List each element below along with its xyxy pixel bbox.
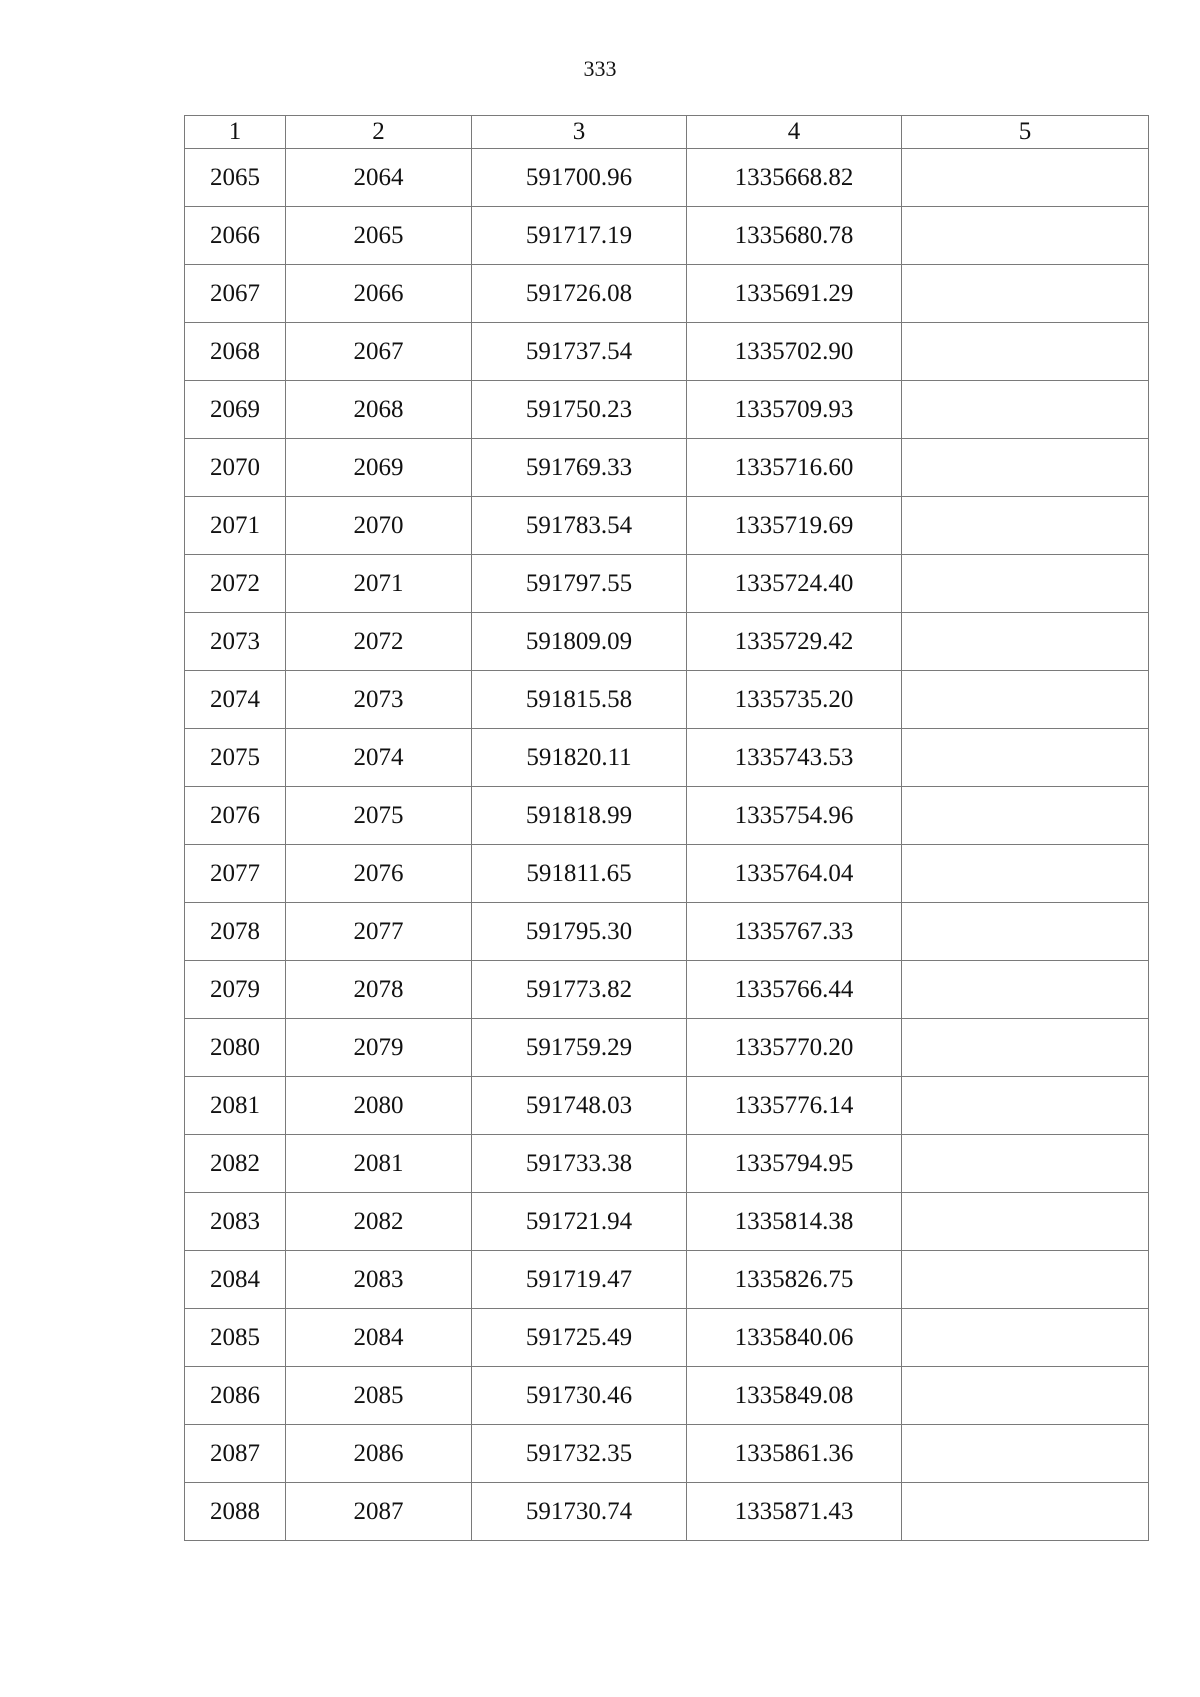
table-cell-col-2: 2086 bbox=[286, 1425, 472, 1483]
table-cell-col-2: 2079 bbox=[286, 1019, 472, 1077]
table-cell-col-1: 2068 bbox=[185, 323, 286, 381]
table-cell-col-4: 1335668.82 bbox=[687, 149, 902, 207]
table-cell-col-3: 591811.65 bbox=[472, 845, 687, 903]
table-cell-col-4: 1335767.33 bbox=[687, 903, 902, 961]
table-row bbox=[185, 381, 1149, 439]
table-cell-col-2: 2085 bbox=[286, 1367, 472, 1425]
table-cell-col-2: 2066 bbox=[286, 265, 472, 323]
table-cell-col-5 bbox=[902, 961, 1149, 1019]
table-cell-col-2: 2065 bbox=[286, 207, 472, 265]
table-cell-col-1: 2085 bbox=[185, 1309, 286, 1367]
table-row bbox=[185, 439, 1149, 497]
table-cell-col-5 bbox=[902, 207, 1149, 265]
table-row bbox=[185, 265, 1149, 323]
table-row bbox=[185, 1135, 1149, 1193]
table-cell-col-2: 2072 bbox=[286, 613, 472, 671]
table-row bbox=[185, 323, 1149, 381]
table-cell-col-5 bbox=[902, 903, 1149, 961]
table-cell-col-4: 1335680.78 bbox=[687, 207, 902, 265]
table-row bbox=[185, 671, 1149, 729]
table-cell-col-2: 2064 bbox=[286, 149, 472, 207]
table-cell-col-5 bbox=[902, 1309, 1149, 1367]
table-row bbox=[185, 1251, 1149, 1309]
table-cell-col-2: 2087 bbox=[286, 1483, 472, 1541]
table-cell-col-1: 2069 bbox=[185, 381, 286, 439]
table-cell-col-5 bbox=[902, 149, 1149, 207]
table-cell-col-1: 2078 bbox=[185, 903, 286, 961]
table-header-row bbox=[185, 116, 1149, 149]
table-cell-col-1: 2077 bbox=[185, 845, 286, 903]
table-row bbox=[185, 497, 1149, 555]
table-cell-col-3: 591750.23 bbox=[472, 381, 687, 439]
table-cell-col-2: 2071 bbox=[286, 555, 472, 613]
table-cell-col-5 bbox=[902, 613, 1149, 671]
table-cell-col-2: 2082 bbox=[286, 1193, 472, 1251]
table-row bbox=[185, 149, 1149, 207]
table-cell-col-5 bbox=[902, 265, 1149, 323]
table-cell-col-5 bbox=[902, 787, 1149, 845]
table-cell-col-1: 2067 bbox=[185, 265, 286, 323]
table-cell-col-5 bbox=[902, 497, 1149, 555]
table-cell-col-4: 1335826.75 bbox=[687, 1251, 902, 1309]
table-row bbox=[185, 961, 1149, 1019]
table-cell-col-2: 2084 bbox=[286, 1309, 472, 1367]
table-cell-col-4: 1335709.93 bbox=[687, 381, 902, 439]
table-cell-col-4: 1335729.42 bbox=[687, 613, 902, 671]
table-row bbox=[185, 903, 1149, 961]
table-cell-col-4: 1335814.38 bbox=[687, 1193, 902, 1251]
table-cell-col-3: 591726.08 bbox=[472, 265, 687, 323]
table-cell-col-3: 591795.30 bbox=[472, 903, 687, 961]
table-cell-col-3: 591748.03 bbox=[472, 1077, 687, 1135]
table-cell-col-1: 2072 bbox=[185, 555, 286, 613]
table-cell-col-1: 2074 bbox=[185, 671, 286, 729]
table-cell-col-3: 591730.46 bbox=[472, 1367, 687, 1425]
table-cell-col-2: 2070 bbox=[286, 497, 472, 555]
table-body bbox=[185, 149, 1149, 1541]
table-cell-col-1: 2071 bbox=[185, 497, 286, 555]
table-cell-col-1: 2086 bbox=[185, 1367, 286, 1425]
table-cell-col-4: 1335754.96 bbox=[687, 787, 902, 845]
table-cell-col-3: 591721.94 bbox=[472, 1193, 687, 1251]
table-cell-col-1: 2084 bbox=[185, 1251, 286, 1309]
table-cell-col-4: 1335691.29 bbox=[687, 265, 902, 323]
table-row bbox=[185, 1425, 1149, 1483]
table-cell-col-3: 591700.96 bbox=[472, 149, 687, 207]
table-cell-col-4: 1335724.40 bbox=[687, 555, 902, 613]
table-cell-col-1: 2087 bbox=[185, 1425, 286, 1483]
table-cell-col-3: 591717.19 bbox=[472, 207, 687, 265]
table-cell-col-4: 1335702.90 bbox=[687, 323, 902, 381]
column-header-5: 5 bbox=[902, 116, 1149, 149]
table-cell-col-5 bbox=[902, 1019, 1149, 1077]
table-cell-col-3: 591769.33 bbox=[472, 439, 687, 497]
table-row bbox=[185, 787, 1149, 845]
table-cell-col-4: 1335766.44 bbox=[687, 961, 902, 1019]
table-cell-col-4: 1335716.60 bbox=[687, 439, 902, 497]
table-row bbox=[185, 613, 1149, 671]
table-cell-col-4: 1335776.14 bbox=[687, 1077, 902, 1135]
table-cell-col-1: 2082 bbox=[185, 1135, 286, 1193]
table-cell-col-1: 2073 bbox=[185, 613, 286, 671]
table-cell-col-5 bbox=[902, 439, 1149, 497]
table-cell-col-2: 2083 bbox=[286, 1251, 472, 1309]
table-cell-col-2: 2069 bbox=[286, 439, 472, 497]
table-cell-col-1: 2083 bbox=[185, 1193, 286, 1251]
table-cell-col-4: 1335840.06 bbox=[687, 1309, 902, 1367]
column-header-3: 3 bbox=[472, 116, 687, 149]
table-cell-col-3: 591820.11 bbox=[472, 729, 687, 787]
table-cell-col-3: 591725.49 bbox=[472, 1309, 687, 1367]
table-cell-col-3: 591815.58 bbox=[472, 671, 687, 729]
table-row bbox=[185, 1019, 1149, 1077]
table-cell-col-5 bbox=[902, 1193, 1149, 1251]
table-cell-col-5 bbox=[902, 1483, 1149, 1541]
table-cell-col-3: 591737.54 bbox=[472, 323, 687, 381]
table-row bbox=[185, 1483, 1149, 1541]
table-cell-col-2: 2074 bbox=[286, 729, 472, 787]
table-cell-col-4: 1335849.08 bbox=[687, 1367, 902, 1425]
coordinates-table bbox=[184, 115, 1149, 1541]
table-row bbox=[185, 729, 1149, 787]
table-cell-col-2: 2078 bbox=[286, 961, 472, 1019]
table-cell-col-2: 2077 bbox=[286, 903, 472, 961]
table-cell-col-1: 2065 bbox=[185, 149, 286, 207]
table-cell-col-2: 2080 bbox=[286, 1077, 472, 1135]
table-cell-col-4: 1335794.95 bbox=[687, 1135, 902, 1193]
table-cell-col-5 bbox=[902, 1425, 1149, 1483]
table-cell-col-1: 2088 bbox=[185, 1483, 286, 1541]
table-cell-col-1: 2080 bbox=[185, 1019, 286, 1077]
table-row bbox=[185, 555, 1149, 613]
table-cell-col-1: 2066 bbox=[185, 207, 286, 265]
table-cell-col-3: 591818.99 bbox=[472, 787, 687, 845]
table-cell-col-5 bbox=[902, 323, 1149, 381]
column-header-2: 2 bbox=[286, 116, 472, 149]
table-cell-col-5 bbox=[902, 1251, 1149, 1309]
table-cell-col-5 bbox=[902, 729, 1149, 787]
table-cell-col-3: 591732.35 bbox=[472, 1425, 687, 1483]
table-cell-col-3: 591797.55 bbox=[472, 555, 687, 613]
table-cell-col-2: 2081 bbox=[286, 1135, 472, 1193]
page-number: 333 bbox=[583, 56, 617, 81]
table-cell-col-2: 2067 bbox=[286, 323, 472, 381]
table-cell-col-3: 591759.29 bbox=[472, 1019, 687, 1077]
table-cell-col-4: 1335770.20 bbox=[687, 1019, 902, 1077]
table-cell-col-4: 1335735.20 bbox=[687, 671, 902, 729]
table-row bbox=[185, 207, 1149, 265]
table-cell-col-4: 1335861.36 bbox=[687, 1425, 902, 1483]
table-cell-col-1: 2075 bbox=[185, 729, 286, 787]
table-cell-col-5 bbox=[902, 1135, 1149, 1193]
table-cell-col-3: 591733.38 bbox=[472, 1135, 687, 1193]
table-cell-col-4: 1335719.69 bbox=[687, 497, 902, 555]
column-header-4: 4 bbox=[687, 116, 902, 149]
table-cell-col-3: 591783.54 bbox=[472, 497, 687, 555]
table-row bbox=[185, 1077, 1149, 1135]
table-row bbox=[185, 1309, 1149, 1367]
table-cell-col-1: 2079 bbox=[185, 961, 286, 1019]
table-cell-col-5 bbox=[902, 1077, 1149, 1135]
table-cell-col-1: 2070 bbox=[185, 439, 286, 497]
table-cell-col-5 bbox=[902, 671, 1149, 729]
table-row bbox=[185, 1193, 1149, 1251]
table-row bbox=[185, 1367, 1149, 1425]
table-cell-col-3: 591773.82 bbox=[472, 961, 687, 1019]
table-cell-col-2: 2076 bbox=[286, 845, 472, 903]
table-cell-col-4: 1335764.04 bbox=[687, 845, 902, 903]
table-cell-col-5 bbox=[902, 555, 1149, 613]
table-cell-col-4: 1335743.53 bbox=[687, 729, 902, 787]
table-cell-col-3: 591730.74 bbox=[472, 1483, 687, 1541]
table-cell-col-3: 591719.47 bbox=[472, 1251, 687, 1309]
table-cell-col-2: 2075 bbox=[286, 787, 472, 845]
table-row bbox=[185, 845, 1149, 903]
column-header-1: 1 bbox=[185, 116, 286, 149]
table-cell-col-4: 1335871.43 bbox=[687, 1483, 902, 1541]
table-cell-col-5 bbox=[902, 845, 1149, 903]
table-cell-col-5 bbox=[902, 1367, 1149, 1425]
table-cell-col-1: 2081 bbox=[185, 1077, 286, 1135]
table-cell-col-5 bbox=[902, 381, 1149, 439]
table-cell-col-2: 2068 bbox=[286, 381, 472, 439]
table-cell-col-2: 2073 bbox=[286, 671, 472, 729]
table-cell-col-1: 2076 bbox=[185, 787, 286, 845]
table-cell-col-3: 591809.09 bbox=[472, 613, 687, 671]
